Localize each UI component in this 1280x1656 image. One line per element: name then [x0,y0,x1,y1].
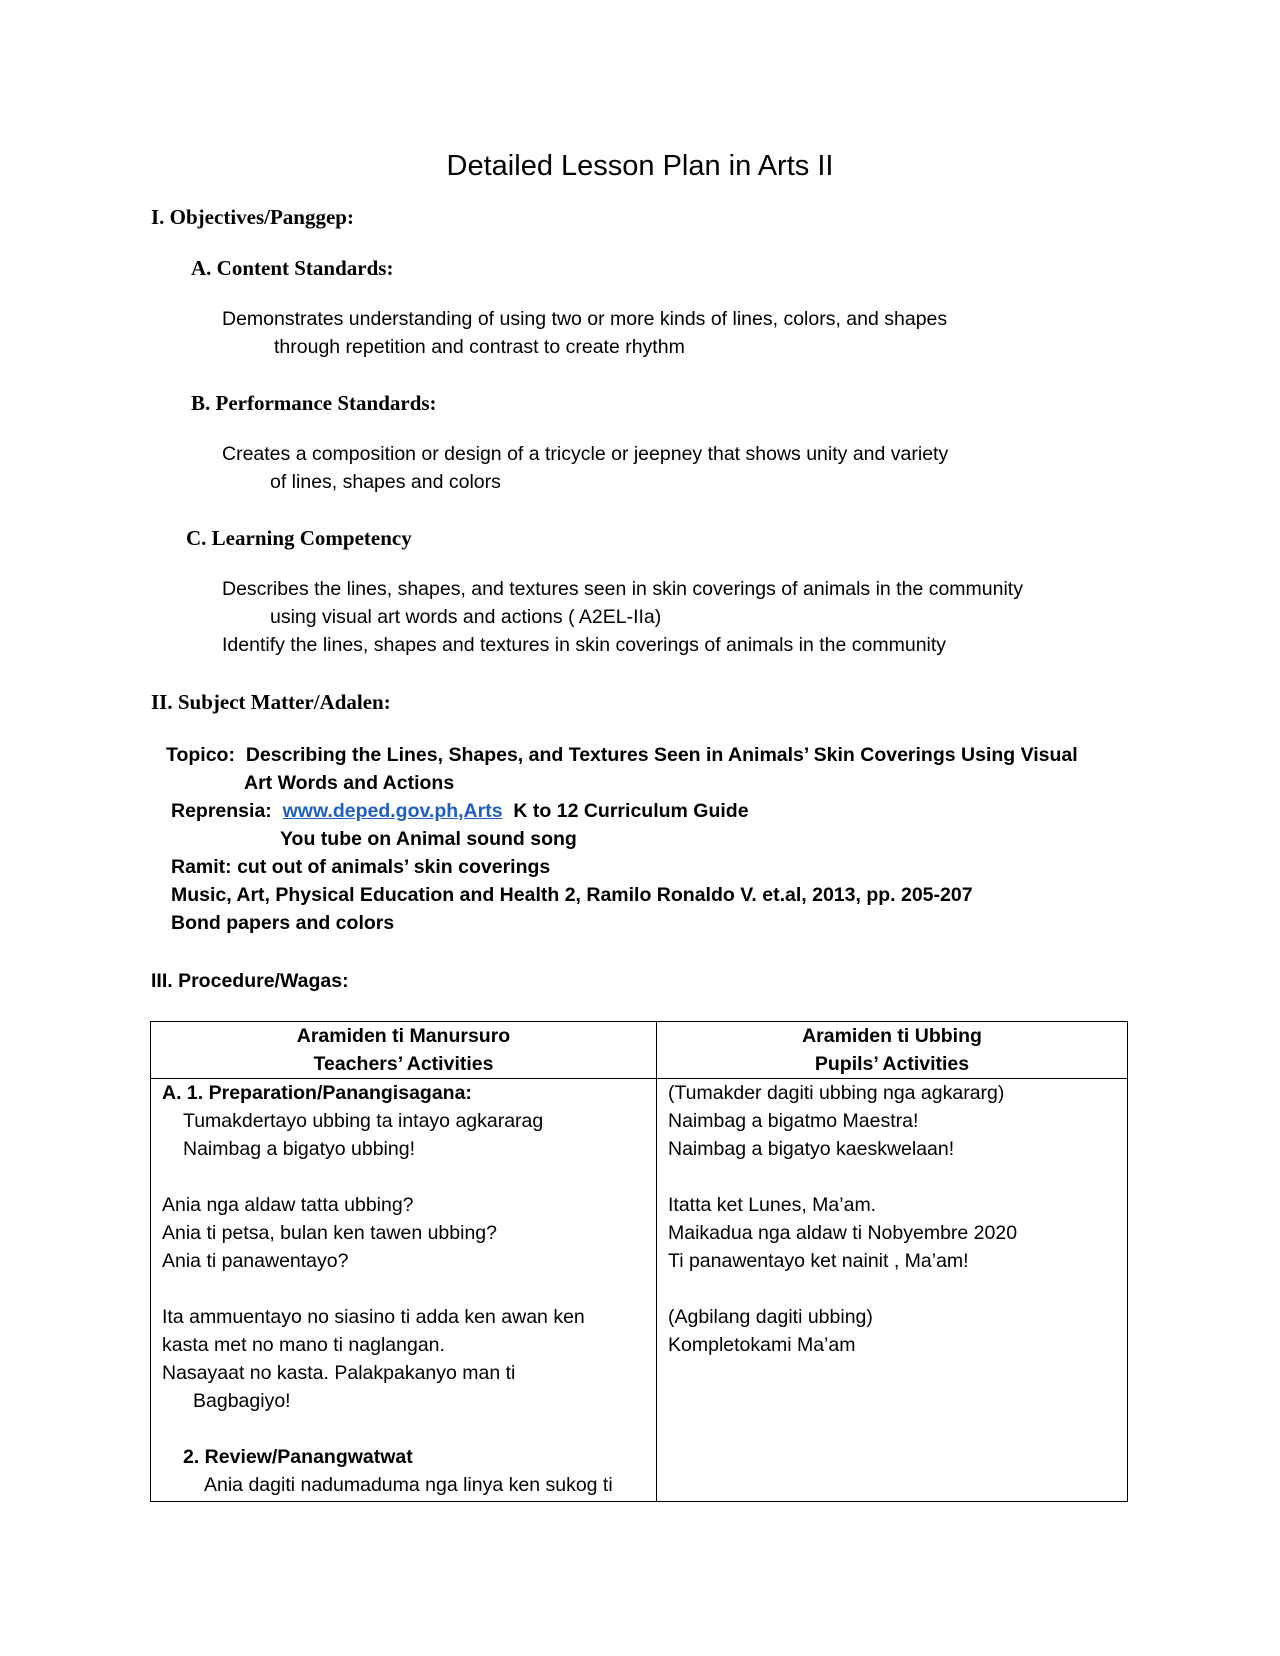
teacher-line: Ania ti petsa, bulan ken tawen ubbing? [162,1222,497,1244]
learning-competency-text: using visual art words and actions ( A2EL-IIa) [270,606,662,628]
teacher-header-line: Teachers’ Activities [313,1053,494,1075]
page-title: Detailed Lesson Plan in Arts II [446,150,834,182]
teacher-line: Ania nga aldaw tatta ubbing? [162,1194,414,1216]
pupil-line: Naimbag a bigatmo Maestra! [668,1110,919,1132]
pupil-line: Kompletokami Ma’am [668,1334,856,1356]
table-header-row [151,1022,1128,1079]
pupil-activities-cell [657,1079,1128,1502]
topico-text: Describing the Lines, Shapes, and Textures Seen in Animals’ Skin Coverings Using Visual [245,744,1078,766]
performance-standards-text: Creates a composition or design of a tricycle or jeepney that shows unity and variety [222,443,949,465]
pupil-line: Naimbag a bigatyo kaeskwelaan! [668,1138,955,1160]
teacher-header-line: Aramiden ti Manursuro [296,1025,511,1047]
teacher-line: kasta met no mano ti naglangan. [162,1334,445,1356]
objectives-heading: I. Objectives/Panggep: [151,205,354,229]
procedure-heading: III. Procedure/Wagas: [151,970,349,992]
teacher-line: Ita ammuentayo no siasino ti adda ken awan ken [162,1306,585,1328]
pupil-line: Itatta ket Lunes, Ma’am. [668,1194,877,1216]
teacher-line: Ania ti panawentayo? [162,1250,349,1272]
performance-standards-text: of lines, shapes and colors [270,471,501,493]
content-standards-text: through repetition and contrast to create rhythm [274,336,685,358]
pupil-column-header [657,1022,1128,1079]
reprensia-text: You tube on Animal sound song [280,828,577,850]
topico-label: Topico: [166,744,235,766]
content-standards-heading: A. Content Standards: [191,256,394,280]
pupil-line: (Agbilang dagiti ubbing) [668,1306,873,1328]
teacher-activities-cell [151,1079,657,1502]
performance-standards-heading: B. Performance Standards: [191,391,437,415]
reprensia-label: Reprensia: [171,800,272,822]
procedure-table [150,1021,1128,1502]
content-standards-text: Demonstrates understanding of using two or more kinds of lines, colors, and shapes [222,308,948,330]
topico-text: Art Words and Actions [244,772,455,794]
ramit-line: Ramit: cut out of animals’ skin coverings [171,856,551,878]
learning-competency-text: Identify the lines, shapes and textures in skin coverings of animals in the community [222,634,947,656]
reprensia-link[interactable]: www.deped.gov.ph,Arts [282,800,503,822]
pupil-header-line: Aramiden ti Ubbing [802,1025,982,1047]
pupil-header-line: Pupils’ Activities [814,1053,970,1075]
pupil-line: (Tumakder dagiti ubbing nga agkararg) [668,1082,1005,1104]
pupil-line: Ti panawentayo ket nainit , Ma’am! [668,1250,969,1272]
reprensia-text: K to 12 Curriculum Guide [513,800,749,822]
teacher-line: Tumakdertayo ubbing ta intayo agkararag [183,1110,544,1132]
topico-line [166,744,1078,767]
learning-competency-text: Describes the lines, shapes, and textures seen in skin coverings of animals in the community [222,578,1023,600]
subject-matter-heading: II. Subject Matter/Adalen: [151,690,391,714]
table-row [151,1079,1128,1502]
pupil-line: Maikadua nga aldaw ti Nobyembre 2020 [668,1222,1018,1244]
reference-book-line: Music, Art, Physical Education and Health 2, Ramilo Ronaldo V. et.al, 2013, pp. 205-207 [171,884,973,906]
teacher-line: Nasayaat no kasta. Palakpakanyo man ti [162,1362,516,1384]
learning-competency-heading: C. Learning Competency [186,526,412,550]
teacher-line: Ania dagiti nadumaduma nga linya ken sukog ti [204,1474,613,1496]
materials-line: Bond papers and colors [171,912,395,934]
teacher-column-header [151,1022,657,1079]
reprensia-line [171,800,749,823]
preparation-heading: A. 1. Preparation/Panangisagana: [162,1082,472,1104]
review-heading: 2. Review/Panangwatwat [183,1446,413,1468]
teacher-line: Bagbagiyo! [193,1390,291,1412]
teacher-line: Naimbag a bigatyo ubbing! [183,1138,415,1160]
